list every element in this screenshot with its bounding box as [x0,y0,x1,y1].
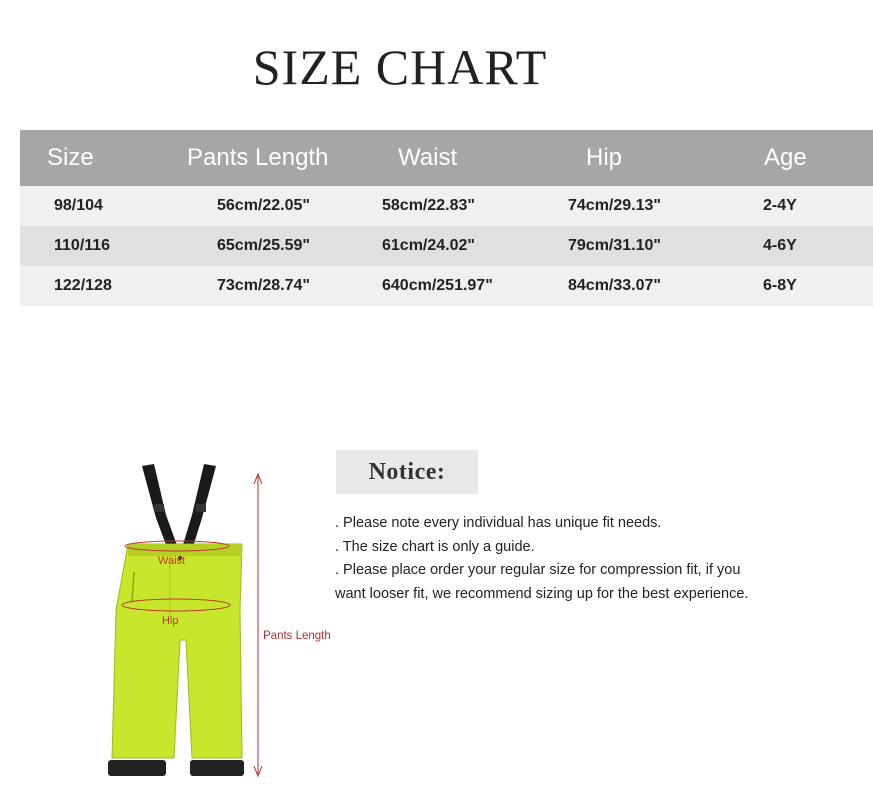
notice-list [335,512,775,606]
waist-label: Waist [158,555,186,567]
notice-heading: Notice: [336,450,478,494]
table-row [20,226,873,266]
table-row [20,186,873,226]
cell-pants-length: 65cm/25.59" [187,226,382,266]
table-header-row [20,130,873,186]
notice-item: . Please place order your regular size for compression fit, if you want looser fit, we recommend sizing up for the best experience. [335,562,749,602]
right-cuff [190,760,244,776]
cell-age: 2-4Y [746,186,873,226]
cell-size: 110/116 [20,226,187,266]
cell-age: 4-6Y [746,226,873,266]
cell-age: 6-8Y [746,266,873,306]
notice-item: . The size chart is only a guide. [335,538,535,555]
cell-pants-length: 56cm/22.05" [187,186,382,226]
hip-label: Hip [162,615,179,627]
pants-body [112,544,242,758]
cell-hip: 79cm/31.10" [556,226,746,266]
header-hip: Hip [556,130,746,186]
header-waist: Waist [382,130,556,186]
page-title: SIZE CHART [252,39,548,95]
cell-pants-length: 73cm/28.74" [187,266,382,306]
length-measure-arrow [254,474,262,776]
table-row [20,266,873,306]
cell-waist: 58cm/22.83" [382,186,556,226]
left-cuff [108,760,166,776]
cell-size: 98/104 [20,186,187,226]
header-pants-length: Pants Length [187,130,382,186]
cell-waist: 61cm/24.02" [382,226,556,266]
pants-length-label: Pants Length [263,630,331,642]
ski-pants-image [100,460,280,780]
header-age: Age [746,130,873,186]
cell-size: 122/128 [20,266,187,306]
notice-item: . Please note every individual has unique fit needs. [335,515,662,531]
size-table [20,130,873,306]
cell-hip: 84cm/33.07" [556,266,746,306]
suspenders [142,464,216,550]
header-size: Size [20,130,187,186]
cell-waist: 640cm/251.97" [382,266,556,306]
cell-hip: 74cm/29.13" [556,186,746,226]
